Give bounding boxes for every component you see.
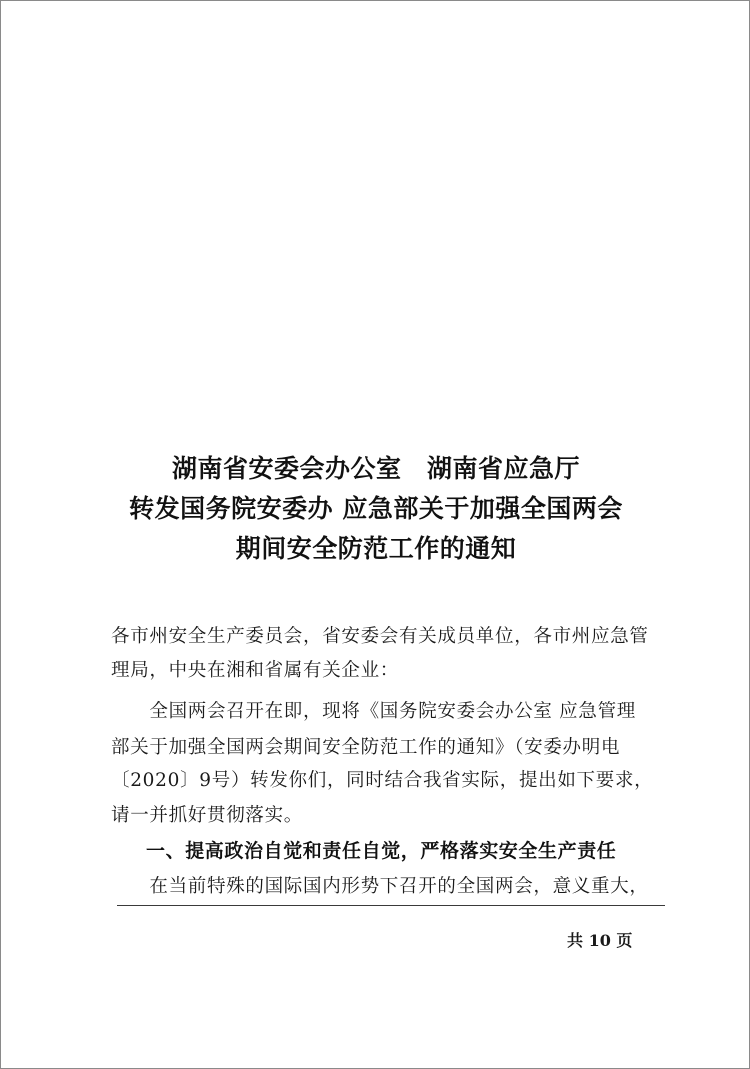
title-line-2: 转发国务院安委办 应急部关于加强全国两会 <box>129 494 623 523</box>
title-line-1: 湖南省安委会办公室 湖南省应急厅 <box>171 454 580 483</box>
document-title <box>1 449 750 569</box>
section-heading: 一、提高政治自觉和责任自觉，严格落实安全生产责任 <box>146 840 617 862</box>
paragraph-line-4: 请一并抓好贯彻落实。 <box>111 805 304 826</box>
section-first-line: 在当前特殊的国际国内形势下召开的全国两会，意义重大， <box>111 876 649 897</box>
paragraph-line-3: 〔2020〕9号）转发你们，同时结合我省实际，提出如下要求， <box>111 770 654 791</box>
addressee-line-1: 各市州安全生产委员会，省安委会有关成员单位，各市州应急管 <box>111 626 649 647</box>
paragraph-line-1: 全国两会召开在即，现将《国务院安委会办公室 应急管理 <box>111 701 636 722</box>
footer-divider <box>117 905 665 906</box>
addressee-line-2: 理局，中央在湘和省属有关企业： <box>111 660 400 681</box>
title-line-3: 期间安全防范工作的通知 <box>235 534 517 563</box>
page-count: 共 10 页 <box>567 931 633 950</box>
paragraph-line-2: 部关于加强全国两会期间安全防范工作的通知》（安委办明电 <box>111 737 621 758</box>
